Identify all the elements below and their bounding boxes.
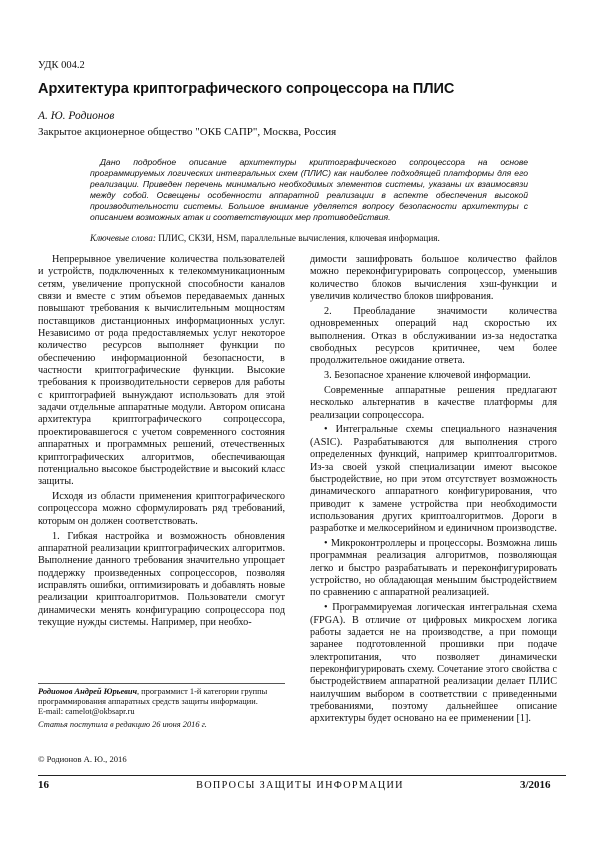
author-affiliation: Закрытое акционерное общество "ОКБ САПР", Москва, Россия [38, 126, 337, 138]
bullet-item: • Микроконтроллеры и процессоры. Возможна лишь программная реализация алгоритмов, позволяющая легко и быстро разрабатывать и переконфигурировать устройство, но обладающая меньшим быстродействием по сравнению с аппаратной реализацией. [310, 538, 557, 599]
paragraph: димости зашифровать большое количество файлов можно переконфигурировать сопроцессор, уменьшив количество блоков вычисления хэш-функции и увеличив количество блоков шифрования. [310, 254, 557, 303]
keywords-label: Ключевые слова: [90, 233, 156, 243]
paragraph: 2. Преобладание значимости количества одновременных операций над скоростью их выполнения. Отказ в обслуживании из-за недостатка свободных ресурсов критичнее, чем более продолжительное ожидание ответа. [310, 305, 557, 367]
author-name: А. Ю. Родионов [38, 110, 115, 122]
paragraph: Непрерывное увеличение количества пользователей и устройств, подключенных к телекоммуникационным сетям, увеличение пропускной способности каналов связи и вместе с этим объемов передаваемых данных повышают требования к вычислительным мощностям поставщиков дистанционных информационных услуг. Независимо от рода предоставляемых услуг некоторое количество ресурсов выполняет функции по обеспечению информационной безопасности, в частности криптографические функции. Высокие требования к производительности серверов для работы с криптографией вынуждают использовать для этой задачи отдельные аппаратные модули. Автором описана архитектура криптографического сопроцессора, проектировавшегося с учетом современного состояния аппаратных и программных решений, отечественных криптографических алгоритмов, обеспечивающая потенциально высокое быстродействие и высокий класс защиты. [38, 254, 285, 488]
abstract-text: Дано подробное описание архитектуры криптографического сопроцессора на основе программируемых логических интегральных схем (ПЛИС) как наиболее подходящей платформы для его реализации. Приведен перечень минимально необходимых элементов системы, указаны их взаимосвязи между собой. Освещены особенности аппаратной реализации в аспекте обеспечения высокой производительности системы. Большое внимание уделяется вопросу безопасности архитектуры с описанием возможных атак и соответствующих мер противодействия. [90, 157, 528, 222]
paragraph: Современные аппаратные решения предлагают несколько альтернатив в качестве платформы для реализации сопроцессора. [310, 384, 557, 421]
received-date: Статья поступила в редакцию 26 июня 2016 г. [38, 720, 207, 729]
footnote-divider [38, 683, 285, 684]
right-column [310, 254, 557, 728]
footnote-author [38, 687, 268, 707]
keywords-text: ПЛИС, СКЗИ, HSM, параллельные вычисления, ключевая информация. [158, 233, 440, 243]
paragraph: 1. Гибкая настройка и возможность обновления аппаратной реализации криптографических алгоритмов. Выполнение данного требования значительно упрощает поддержку произведенных сопроцессоров, позволяя исправлять ошибки, оптимизировать и добавлять новые реализации криптоалгоритмов. Пользователи смогут динамически менять конфигурацию сопроцессора под текущие нужды системы. Например, при необхо- [38, 530, 285, 628]
page-number: 16 [38, 779, 49, 791]
keywords [90, 233, 530, 243]
footnote-author-position: , программист 1-й категории группы программирования аппаратных средств защиты информации. [38, 687, 268, 706]
paragraph: Исходя из области применения криптографического сопроцессора можно сформулировать ряд требований, которым он должен соответствовать. [38, 491, 285, 527]
journal-name: ВОПРОСЫ ЗАЩИТЫ ИНФОРМАЦИИ [196, 780, 404, 791]
abstract [90, 157, 528, 222]
left-column [38, 254, 285, 632]
footnote-email: E-mail: camelot@okbsapr.ru [38, 707, 135, 716]
footer-divider [38, 775, 566, 776]
udk-code: УДК 004.2 [38, 60, 85, 71]
paragraph: 3. Безопасное хранение ключевой информации. [324, 370, 531, 382]
article-title: Архитектура криптографического сопроцессора на ПЛИС [38, 81, 455, 97]
copyright: © Родионов А. Ю., 2016 [38, 754, 127, 764]
bullet-item: • Программируемая логическая интегральная схема (FPGA). В отличие от цифровых микросхем логика работы задается не на производстве, а при помощи заранее подготовленной прошивки при подаче электропитания, что позволяет динамически переконфигурировать схему. Сочетание этого свойства с быстродействием аппаратной реализации делает ПЛИС наилучшим выбором в соответствии с приведенными требованиями, поэтому дальнейшее описание архитектуры будет основано на ее применении [1]. [310, 602, 557, 725]
issue-number: 3/2016 [520, 779, 551, 791]
author-footnote [38, 687, 268, 730]
bullet-item: • Интегральные схемы специального назначения (ASIC). Разрабатываются для выполнения строго определенных функций, например криптоалгоритмов. Из-за своей узкой специализации имеют высокое быстродействие, но при этом отсутствует возможность динамического аппаратного конфигурирования, что приводит к замене устройства при необходимости использования других криптоалгоритмов. Дороги в разработке и мелкосерийном и единичном производстве. [310, 424, 557, 535]
footnote-author-name: Родионов Андрей Юрьевич [38, 687, 137, 696]
